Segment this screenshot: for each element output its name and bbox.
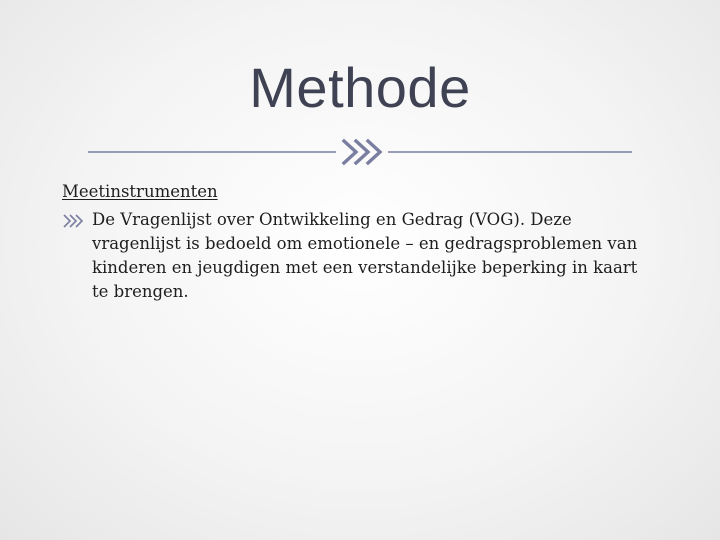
bullet-line: te brengen. (92, 282, 189, 301)
section-heading: Meetinstrumenten (62, 182, 218, 201)
bullet-line: De Vragenlijst over Ontwikkeling en Gedrag (VOG). Deze (92, 210, 572, 229)
slide-title: Methode (249, 56, 471, 119)
title-divider (88, 139, 632, 165)
bullet-item (62, 208, 662, 304)
bullet-line: kinderen en jeugdigen met een verstandelijke beperking in kaart (92, 258, 638, 277)
double-chevron-right-icon (344, 141, 380, 163)
slide-body (62, 180, 662, 304)
bullet-line: vragenlijst is bedoeld om emotionele – en gedragsproblemen van (92, 234, 638, 253)
chevron-bullet-icon (62, 214, 84, 228)
bullet-text (92, 208, 662, 304)
